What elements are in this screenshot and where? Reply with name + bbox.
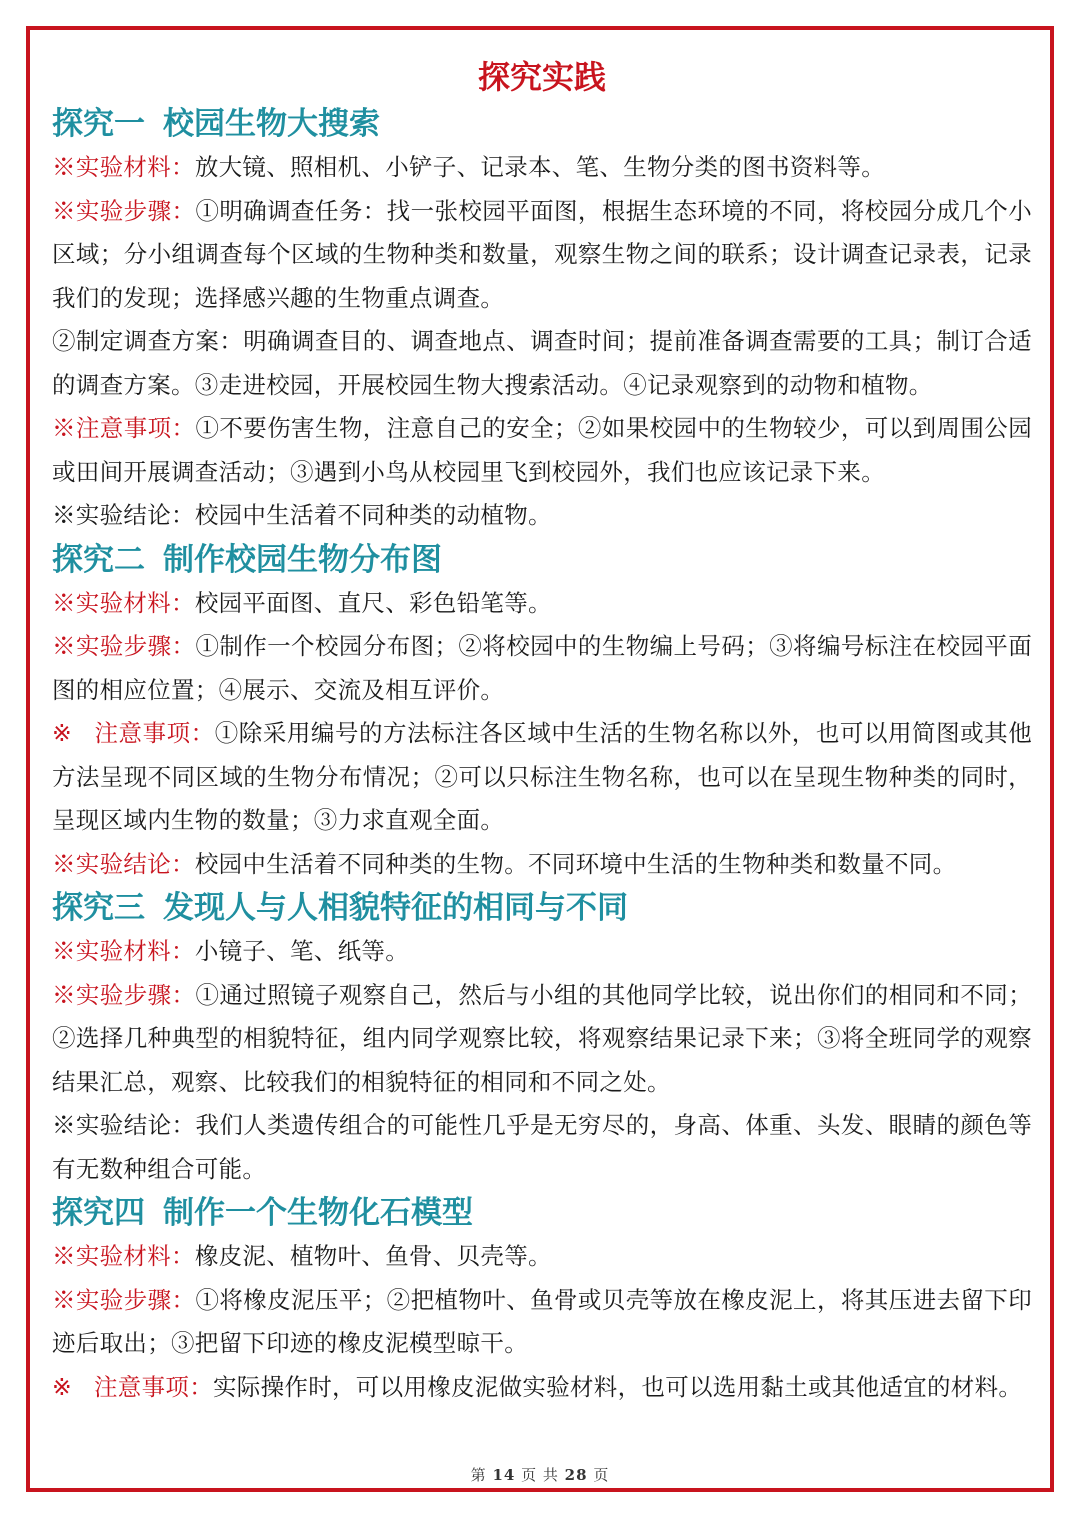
conclusion-text: 校园中生活着不同种类的动植物。 bbox=[194, 501, 552, 529]
section-4-materials bbox=[52, 1235, 1032, 1279]
section-2-steps bbox=[52, 625, 1032, 712]
steps-text: ①通过照镜子观察自己，然后与小组的其他同学比较，说出你们的相同和不同；②选择几种典型的相貌特征，组内同学观察比较，将观察结果记录下来；③将全班同学的观察结果汇总，观察、比较我们的相貌特征的相同和不同之处。 bbox=[52, 980, 1032, 1096]
page-title: 探究实践 bbox=[477, 58, 606, 96]
section-3-heading bbox=[52, 886, 1032, 930]
section-2-conclusion bbox=[52, 843, 1032, 887]
steps-text: ①将橡皮泥压平；②把植物叶、鱼骨或贝壳等放在橡皮泥上，将其压进去留下印迹后取出；③把留下印迹的橡皮泥模型晾干。 bbox=[52, 1285, 1032, 1357]
section-2-notes bbox=[52, 712, 1032, 843]
steps-label: ※实验步骤： bbox=[52, 980, 196, 1009]
materials-label: ※实验材料： bbox=[52, 153, 195, 181]
section-2-materials bbox=[52, 582, 1032, 626]
section-4 bbox=[52, 1191, 1032, 1409]
section-3-steps bbox=[52, 974, 1032, 1105]
notes-label: 注意事项： bbox=[94, 719, 215, 747]
section-1-materials bbox=[52, 146, 1032, 190]
materials-label: ※实验材料： bbox=[52, 588, 195, 617]
section-4-steps bbox=[52, 1279, 1032, 1366]
steps-text: ①明确调查任务：找一张校园平面图，根据生态环境的不同，将校园分成几个小区域；分小组调查每个区域的生物种类和数量，观察生物之间的联系；设计调查记录表，记录我们的发现；选择感兴趣的生物重点调查。 bbox=[52, 196, 1032, 312]
materials-text: 校园平面图、直尺、彩色铅笔等。 bbox=[194, 588, 552, 617]
document-body bbox=[52, 52, 1032, 1409]
materials-label: ※实验材料： bbox=[52, 937, 195, 965]
materials-text: 橡皮泥、植物叶、鱼骨、贝壳等。 bbox=[194, 1242, 552, 1270]
footer-suffix: 页 bbox=[593, 1466, 610, 1484]
section-3-name: 发现人与人相貌特征的相同与不同 bbox=[163, 890, 628, 926]
footer-total-pages: 28 bbox=[564, 1466, 588, 1484]
section-3 bbox=[52, 886, 1032, 1191]
section-1-steps-cont: ②制定调查方案：明确调查目的、调查地点、调查时间；提前准备调查需要的工具；制订合适的调查方案。③走进校园，开展校园生物大搜索活动。④记录观察到的动物和植物。 bbox=[52, 327, 1032, 399]
section-1-steps bbox=[52, 190, 1032, 321]
steps-label: ※实验步骤： bbox=[52, 632, 196, 660]
notes-label: 注意事项： bbox=[94, 1372, 213, 1401]
section-3-materials bbox=[52, 930, 1032, 974]
conclusion-text: 校园中生活着不同种类的生物。不同环境中生活的生物种类和数量不同。 bbox=[194, 849, 957, 878]
steps-text: ①制作一个校园分布图；②将校园中的生物编上号码；③将编号标注在校园平面图的相应位置；④展示、交流及相互评价。 bbox=[52, 632, 1032, 704]
notes-mark: ※ bbox=[52, 1372, 72, 1401]
section-1 bbox=[52, 102, 1032, 538]
conclusion-text: 我们人类遗传组合的可能性几乎是无穷尽的，身高、体重、头发、眼睛的颜色等有无数种组合可能。 bbox=[52, 1111, 1032, 1183]
footer-middle: 页 共 bbox=[521, 1466, 559, 1484]
notes-text: ①不要伤害生物，注意自己的安全；②如果校园中的生物较少，可以到周围公园或田间开展调查活动；③遇到小鸟从校园里飞到校园外，我们也应该记录下来。 bbox=[52, 414, 1032, 486]
section-2-number: 探究二 bbox=[52, 541, 145, 578]
footer-prefix: 第 bbox=[470, 1466, 487, 1484]
conclusion-label: ※实验结论： bbox=[52, 1111, 196, 1139]
materials-label: ※实验材料： bbox=[52, 1242, 195, 1270]
notes-text: ①除采用编号的方法标注各区域中生活的生物名称以外，也可以用简图或其他方法呈现不同区域的生物分布情况；②可以只标注生物名称，也可以在呈现生物种类的同时，呈现区域内生物的数量；③力求直观全面。 bbox=[52, 719, 1033, 834]
conclusion-label: ※实验结论： bbox=[52, 849, 195, 878]
section-3-number: 探究三 bbox=[52, 890, 145, 926]
section-4-name: 制作一个生物化石模型 bbox=[163, 1195, 473, 1231]
materials-text: 放大镜、照相机、小铲子、记录本、笔、生物分类的图书资料等。 bbox=[194, 153, 886, 181]
conclusion-label: ※实验结论： bbox=[52, 501, 195, 529]
footer-page-number: 14 bbox=[492, 1466, 516, 1484]
notes-label: ※注意事项： bbox=[52, 414, 196, 442]
section-1-heading bbox=[52, 102, 1032, 146]
notes-mark: ※ bbox=[52, 719, 73, 747]
section-1-notes bbox=[52, 407, 1032, 494]
steps-label: ※实验步骤： bbox=[52, 1285, 196, 1314]
section-2-name: 制作校园生物分布图 bbox=[163, 541, 442, 578]
section-1-conclusion bbox=[52, 494, 1032, 538]
steps-label: ※实验步骤： bbox=[52, 196, 196, 225]
section-2 bbox=[52, 538, 1032, 887]
section-3-conclusion bbox=[52, 1104, 1032, 1191]
page-footer bbox=[0, 1464, 1080, 1485]
section-1-name: 校园生物大搜索 bbox=[163, 106, 380, 142]
notes-text: 实际操作时，可以用橡皮泥做实验材料，也可以选用黏土或其他适宜的材料。 bbox=[213, 1372, 1023, 1401]
section-1-number: 探究一 bbox=[52, 106, 145, 142]
section-2-heading bbox=[52, 538, 1032, 582]
materials-text: 小镜子、笔、纸等。 bbox=[194, 937, 410, 965]
section-4-number: 探究四 bbox=[52, 1195, 145, 1231]
section-4-notes bbox=[52, 1366, 1032, 1410]
section-4-heading bbox=[52, 1191, 1032, 1235]
